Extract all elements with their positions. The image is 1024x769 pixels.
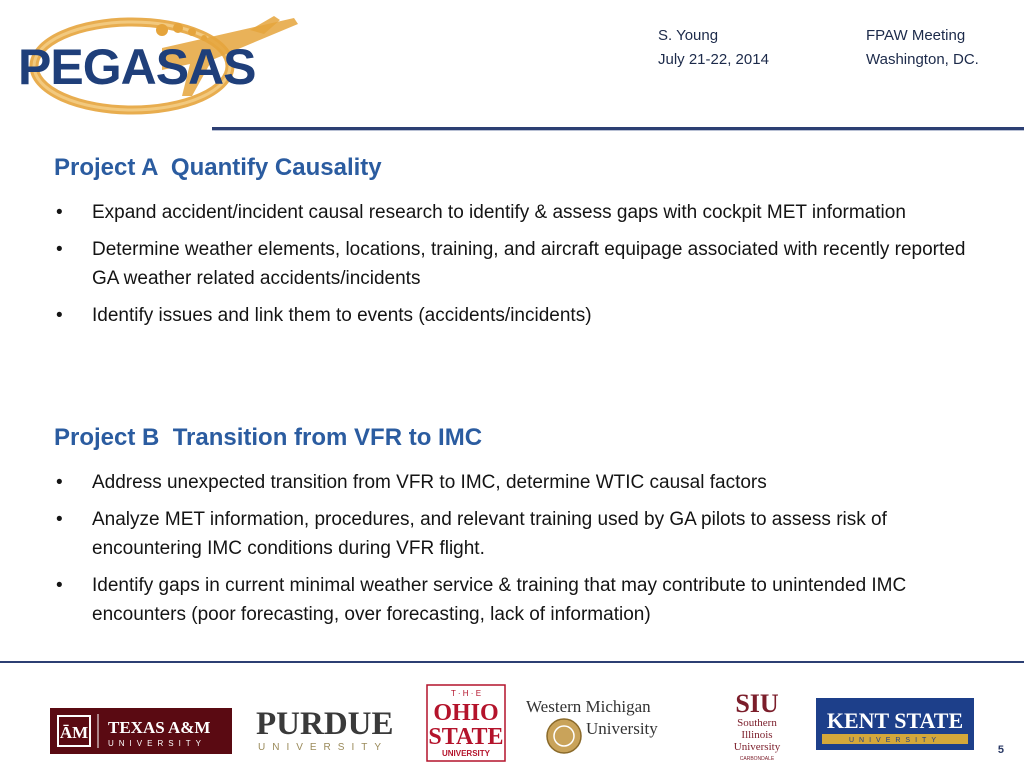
texas-am-name: TEXAS A&M [108, 718, 211, 737]
bullet-icon: • [56, 305, 63, 326]
siu-logo [724, 688, 790, 769]
svg-text:ĀM: ĀM [59, 723, 89, 742]
wmu-line1: Western Michigan [526, 697, 651, 716]
ohio-state-logo [426, 684, 506, 767]
header-rule-shadow [212, 130, 1024, 131]
list-item: • Address unexpected transition from VFR to IMC, determine WTIC causal factors [54, 468, 994, 497]
meeting-name: FPAW Meeting [866, 27, 966, 44]
presenter-name: S. Young [658, 27, 719, 44]
siu-line3: University [733, 741, 781, 753]
bullet-icon: • [56, 202, 63, 223]
section-title-project-b: Project B Transition from VFR to IMC [54, 424, 483, 451]
kent-state-name: KENT STATE [826, 708, 964, 733]
meeting-location: Washington, DC. [866, 51, 979, 68]
purdue-name: PURDUE [256, 706, 394, 742]
wmu-line2: University [586, 719, 658, 738]
section-title-project-a: Project A Quantify Causality [54, 154, 382, 181]
project-b-bullet-list [54, 468, 994, 637]
list-item: • Expand accident/incident causal research to identify & assess gaps with cockpit MET information [54, 198, 994, 227]
meeting-block [866, 24, 979, 72]
texas-am-sub: UNIVERSITY [108, 739, 207, 748]
list-item: • Determine weather elements, locations, training, and aircraft equipage associated with recently reported GA weather related accidents/incidents [54, 235, 994, 293]
list-item: • Analyze MET information, procedures, and relevant training used by GA pilots to assess risk of encountering IMC conditions during VFR flight. [54, 505, 994, 563]
siu-abbr: SIU [735, 689, 779, 718]
presenter-block [658, 24, 769, 72]
ohio-state-line1: OHIO [433, 700, 499, 726]
kent-state-logo [816, 698, 974, 755]
bullet-icon: • [56, 575, 63, 596]
purdue-sub: UNIVERSITY [258, 742, 389, 753]
siu-line2: Illinois [741, 729, 773, 741]
meeting-dates: July 21-22, 2014 [658, 51, 769, 68]
bullet-icon: • [56, 239, 63, 260]
siu-sub: CARBONDALE [739, 756, 775, 762]
project-a-bullet-list [54, 198, 994, 338]
kent-state-sub: UNIVERSITY [848, 737, 942, 744]
page-number: 5 [997, 744, 1004, 756]
western-michigan-logo [524, 694, 712, 761]
list-item: • Identify issues and link them to events (accidents/incidents) [54, 301, 994, 330]
ohio-state-the: T · H · E [450, 689, 482, 698]
bullet-icon: • [56, 472, 63, 493]
siu-line1: Southern [737, 717, 777, 729]
ohio-state-sub: UNIVERSITY [441, 749, 491, 758]
pegasas-logo [12, 8, 302, 116]
pegasas-logo-text: PEGASAS [18, 39, 256, 95]
list-item: • Identify gaps in current minimal weather service & training that may contribute to unintended IMC encounters (poor forecasting, over forecasting, lack of information) [54, 571, 994, 629]
texas-am-logo [50, 708, 232, 759]
bullet-icon: • [56, 509, 63, 530]
ohio-state-line2: STATE [428, 724, 504, 750]
purdue-logo [254, 704, 394, 759]
footer-rule [0, 661, 1024, 663]
